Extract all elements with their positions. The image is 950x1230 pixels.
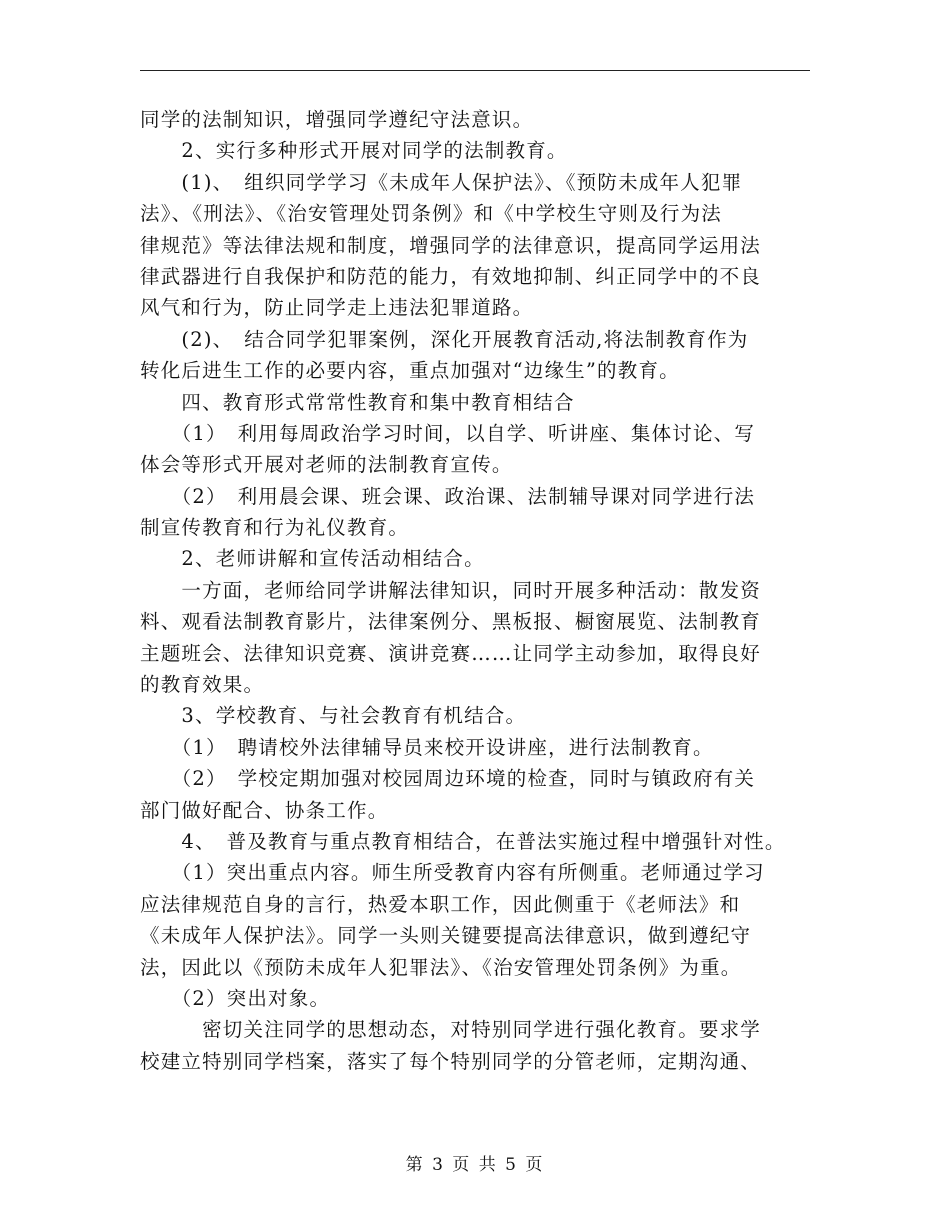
text-line: 料、观看法制教育影片，法律案例分、黑板报、橱窗展览、法制教育 <box>140 610 762 634</box>
document-body <box>140 104 810 1077</box>
text-line: 《未成年人保护法》。同学一头则关键要提高法律意识，做到遵纪守 <box>140 924 752 948</box>
text-line: 体会等形式开展对老师的法制教育宣传。 <box>140 453 513 477</box>
text-line: 应法律规范自身的言行，热爱本职工作，因此侧重于《老师法》和 <box>140 892 741 916</box>
text-line: 4、 普及教育与重点教育相结合，在普法实施过程中增强针对性。 <box>140 829 786 853</box>
text-line: 2、老师讲解和宣传活动相结合。 <box>140 547 485 571</box>
text-line: 的教育效果。 <box>140 673 265 697</box>
text-line: 主题班会、法律知识竞赛、演讲竞赛……让同学主动参加，取得良好 <box>140 641 762 665</box>
text-line: （2） 利用晨会课、班会课、政治课、法制辅导课对同学进行法 <box>140 484 756 508</box>
text-line: 密切关注同学的思想动态，对特别同学进行强化教育。要求学 <box>140 1018 762 1042</box>
text-line: 一方面，老师给同学讲解法律知识，同时开展多种活动：散发资 <box>140 578 762 602</box>
text-line: 律武器进行自我保护和防范的能力，有效地抑制、纠正同学中的不良 <box>140 264 762 288</box>
text-line: （1） 聘请校外法律辅导员来校开设讲座，进行法制教育。 <box>140 735 714 759</box>
text-line: 2、实行多种形式开展对同学的法制教育。 <box>140 139 568 163</box>
text-line: 制宣传教育和行为礼仪教育。 <box>140 516 410 540</box>
text-line: 转化后进生工作的必要内容，重点加强对“边缘生”的教育。 <box>140 359 680 383</box>
text-line: 校建立特别同学档案，落实了每个特别同学的分管老师，定期沟通、 <box>140 1049 762 1073</box>
text-line: （2）突出对象。 <box>140 986 331 1010</box>
text-line: 法》、《刑法》、《治安管理处罚条例》和《中学校生守则及行为法 <box>140 202 723 226</box>
header-rule <box>140 70 810 71</box>
text-line: 四、教育形式常常性教育和集中教育相结合 <box>140 390 575 414</box>
page-number: 第 3 页 共 5 页 <box>405 1155 545 1175</box>
text-line: 同学的法制知识，增强同学遵纪守法意识。 <box>140 108 534 131</box>
text-line: 风气和行为，防止同学走上违法犯罪道路。 <box>140 296 534 320</box>
text-line: （1） 利用每周政治学习时间，以自学、听讲座、集体讨论、写 <box>140 421 756 445</box>
text-line: 法，因此以《预防未成年人犯罪法》、《治安管理处罚条例》为重。 <box>140 955 742 979</box>
text-line: （1）突出重点内容。师生所受教育内容有所侧重。老师通过学习 <box>140 861 765 885</box>
text-line: 律规范》等法律法规和制度，增强同学的法律意识，提高同学运用法 <box>140 233 762 257</box>
text-line: （2） 学校定期加强对校园周边环境的检查，同时与镇政府有关 <box>140 767 756 791</box>
text-line: 部门做好配合、协条工作。 <box>140 798 389 822</box>
text-line: (1)、 组织同学学习《未成年人保护法》、《预防未成年人犯罪 <box>140 170 743 194</box>
text-line: (2)、 结合同学犯罪案例，深化开展教育活动,将法制教育作为 <box>140 327 749 351</box>
text-line: 3、学校教育、与社会教育有机结合。 <box>140 704 527 728</box>
